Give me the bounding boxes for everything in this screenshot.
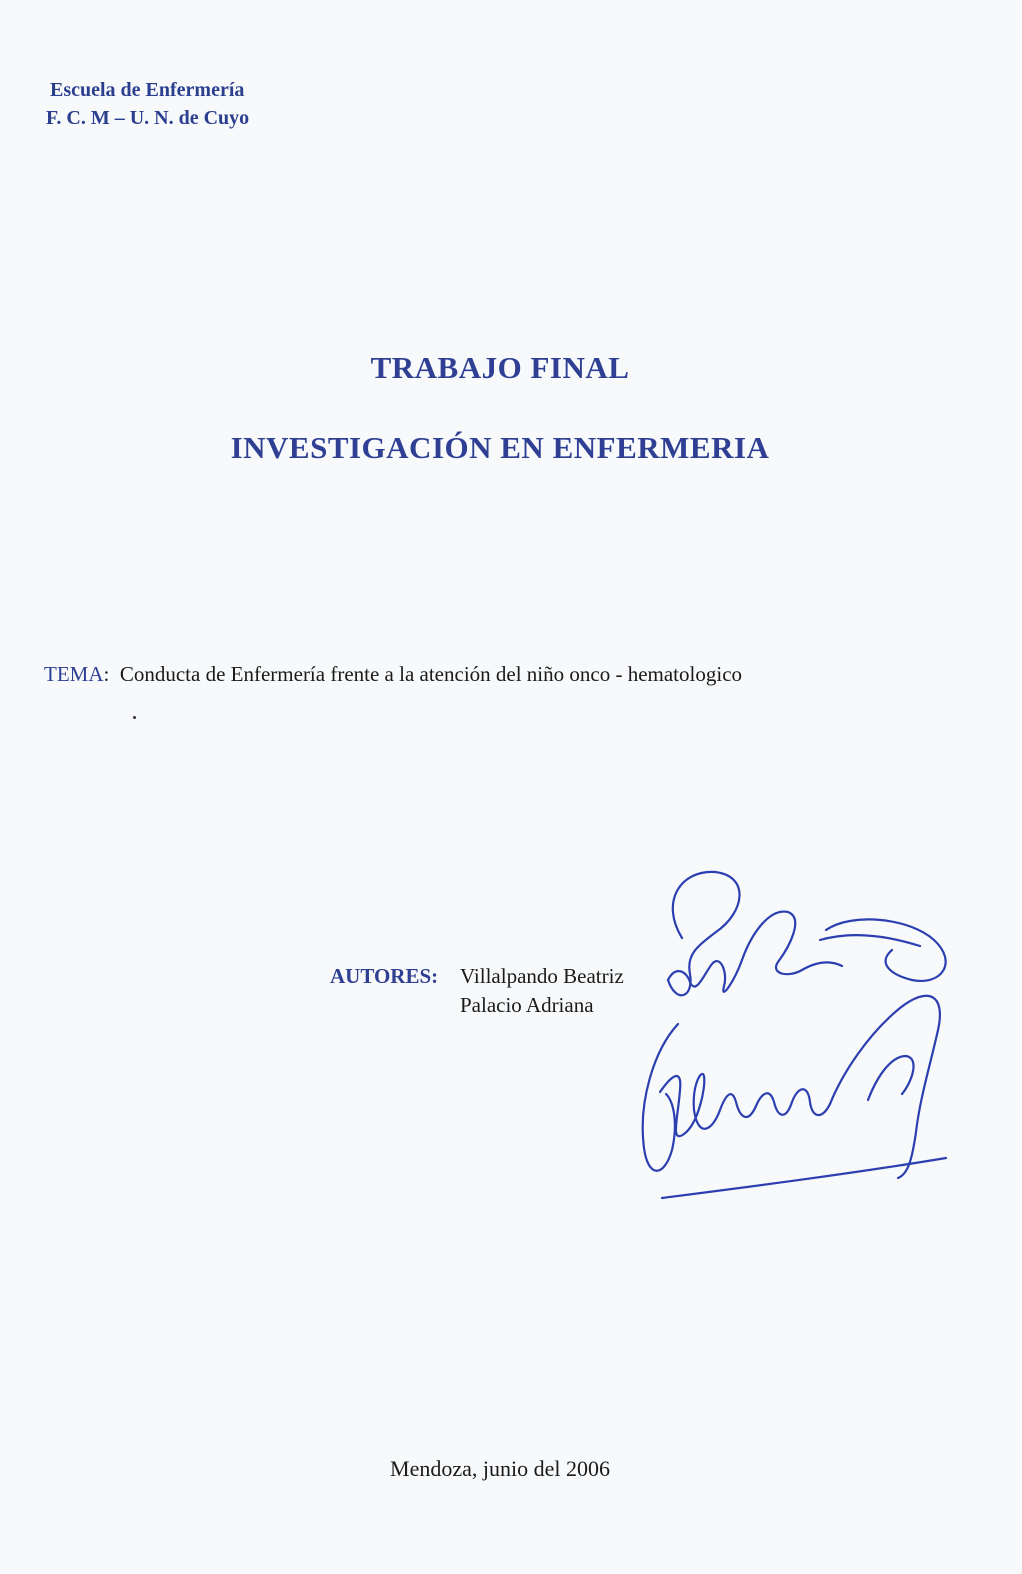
author-name: Palacio Adriana: [460, 993, 594, 1017]
topic-label: TEMA: [44, 662, 104, 686]
institution-header: [46, 76, 249, 132]
stray-dot: [133, 716, 136, 719]
signature-stroke: [826, 919, 946, 981]
signature-stroke: [820, 935, 920, 946]
place-date: Mendoza, junio del 2006: [390, 1456, 610, 1481]
signature-stroke: [668, 960, 742, 992]
topic-colon: :: [103, 662, 110, 686]
signature-stroke: [694, 1094, 756, 1129]
handwritten-signatures: [620, 862, 1000, 1212]
signature-stroke: [742, 912, 842, 975]
authors-label: AUTORES:: [330, 964, 439, 988]
signature-stroke: [756, 1089, 830, 1115]
document-title: TRABAJO FINAL: [370, 350, 630, 385]
topic-value: Conducta de Enfermería frente a la atención del niño onco - hematologico: [119, 662, 743, 686]
signature-stroke: [662, 1158, 946, 1198]
signature-stroke: [830, 996, 940, 1178]
school-name: Escuela de Enfermería: [50, 79, 245, 101]
faculty-name: F. C. M – U. N. de Cuyo: [46, 107, 250, 129]
topic-line: [44, 662, 742, 687]
signature-stroke: [643, 1024, 678, 1171]
author-name: Villalpando Beatriz: [460, 964, 624, 988]
signature-stroke: [868, 1056, 914, 1100]
document-subtitle: INVESTIGACIÓN EN ENFERMERIA: [230, 430, 770, 465]
signature-stroke: [660, 1074, 704, 1136]
